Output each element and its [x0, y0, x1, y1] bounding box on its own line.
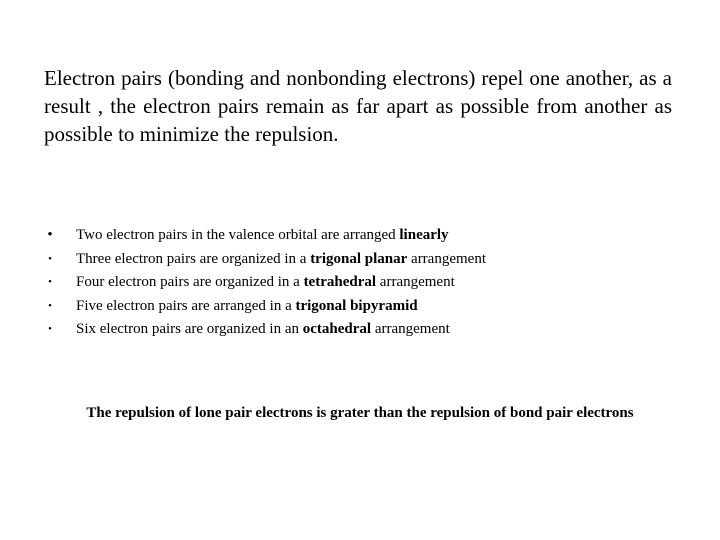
- bullet-icon: •: [48, 252, 52, 265]
- bullet-icon: •: [48, 276, 52, 288]
- list-item: [44, 295, 684, 319]
- geometry-term: trigonal bipyramid: [295, 297, 418, 314]
- list-item-suffix: arrangement: [407, 250, 486, 267]
- geometry-term: linearly: [399, 227, 449, 243]
- geometry-term: octahedral: [302, 321, 372, 337]
- list-item-suffix: arrangement: [371, 321, 450, 337]
- list-item-suffix: arrangement: [376, 274, 455, 290]
- geometry-term: tetrahedral: [303, 274, 377, 290]
- conclusion-statement: The repulsion of lone pair electrons is grater than the repulsion of bond pair electrons: [86, 405, 634, 421]
- list-item-text: Four electron pairs are organized in a: [76, 274, 304, 290]
- list-item-text: Two electron pairs in the valence orbital are arranged: [76, 227, 400, 243]
- bullet-icon: •: [48, 299, 52, 312]
- list-item-text: Five electron pairs are arranged in a: [76, 297, 296, 314]
- list-item: [44, 271, 684, 295]
- geometry-list: [44, 224, 684, 342]
- geometry-term: trigonal planar: [310, 250, 408, 267]
- list-item-text: Three electron pairs are organized in a: [76, 250, 311, 267]
- intro-paragraph: Electron pairs (bonding and nonbonding electrons) repel one another, as a result , the electron pairs remain as far apart as possible from another as possible to minimize the repulsion.: [44, 66, 672, 146]
- bullet-icon: •: [47, 227, 53, 243]
- list-item: [44, 318, 684, 342]
- list-item: [44, 224, 684, 248]
- bullet-icon: •: [48, 323, 52, 335]
- list-item: [44, 248, 684, 272]
- list-item-text: Six electron pairs are organized in an: [76, 321, 303, 337]
